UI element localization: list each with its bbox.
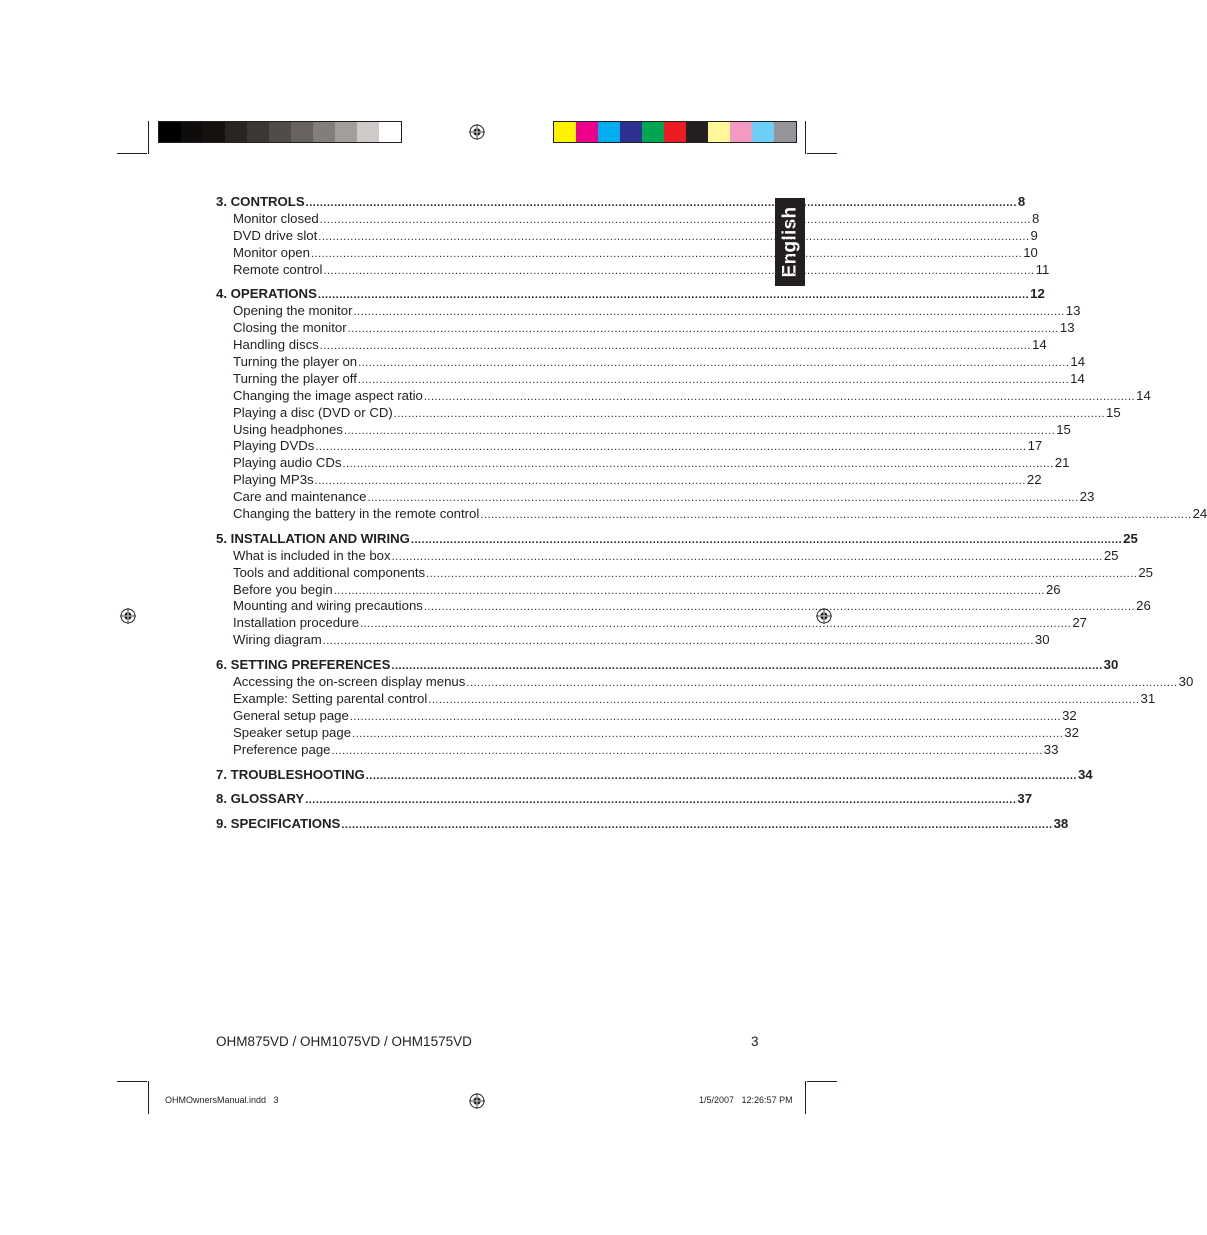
toc-page-number: 14 [1032, 337, 1047, 353]
color-swatch [730, 122, 752, 142]
registration-mark-icon [469, 1093, 485, 1109]
toc-item[interactable] [216, 707, 1077, 725]
toc-page-number: 31 [1140, 690, 1156, 706]
color-swatch [203, 122, 225, 142]
toc-item[interactable] [216, 438, 1043, 455]
toc-page-number: 13 [1059, 320, 1075, 336]
toc-item[interactable] [216, 615, 1087, 632]
toc-entry-title: Using headphones [233, 421, 343, 437]
toc-section-heading[interactable] [216, 766, 1093, 784]
toc-entry-title: Playing DVDs [233, 438, 315, 454]
toc-entry-title: Monitor open [233, 244, 310, 260]
toc-item[interactable] [216, 547, 1119, 565]
toc-page-number: 32 [1064, 724, 1079, 740]
toc-entry-title: General setup page [233, 707, 349, 723]
toc-entry-title: Accessing the on-screen display menus [233, 674, 466, 690]
dot-leader: ........................................................................................................................................................................................................ [352, 727, 1064, 740]
toc-entry-title: Remote control [233, 261, 323, 277]
toc-item[interactable] [216, 244, 1038, 262]
toc-item[interactable] [216, 598, 1151, 615]
toc-entry-title: Opening the monitor [233, 303, 353, 319]
toc-page-number: 26 [1136, 598, 1151, 614]
dot-leader: ........................................................................................................................................................................................................ [318, 230, 1030, 243]
toc-item[interactable] [216, 261, 1050, 279]
color-swatch [774, 122, 796, 142]
toc-item[interactable] [216, 370, 1085, 388]
toc-page-number: 11 [1035, 261, 1050, 277]
crop-mark [807, 153, 837, 154]
color-swatch [335, 122, 357, 142]
toc-section [216, 791, 1033, 808]
toc-item[interactable] [216, 741, 1059, 759]
toc-page-number: 32 [1062, 707, 1077, 723]
crop-mark [148, 1081, 149, 1114]
dot-leader: ........................................................................................................................................................................................................ [466, 677, 1178, 690]
toc-page-number: 30 [1178, 674, 1194, 690]
toc-item[interactable] [216, 387, 1151, 405]
color-swatch [598, 122, 620, 142]
color-swatch [247, 122, 269, 142]
toc-item[interactable] [216, 421, 1071, 439]
dot-leader: ........................................................................................................................................................................................................ [343, 424, 1056, 437]
toc-entry-title: 6. SETTING PREFERENCES [216, 657, 391, 673]
dot-leader: ........................................................................................................................................................................................................ [317, 289, 1030, 302]
toc-section [216, 657, 1194, 758]
dot-leader: ........................................................................................................................................................................................................ [314, 475, 1026, 488]
registration-mark-icon [120, 608, 136, 624]
toc-item[interactable] [216, 227, 1038, 245]
toc-entry-title: Installation procedure [233, 615, 360, 631]
toc-entry-title: Preference page [233, 741, 331, 757]
toc-page-number: 12 [1030, 286, 1045, 302]
dot-leader: ........................................................................................................................................................................................................ [319, 213, 1031, 226]
dot-leader: ........................................................................................................................................................................................................ [423, 601, 1136, 614]
toc-item[interactable] [216, 506, 1207, 523]
toc-page-number: 26 [1045, 581, 1061, 597]
toc-page-number: 8 [1032, 210, 1040, 226]
color-swatch [269, 122, 291, 142]
toc-page-number: 33 [1043, 741, 1059, 757]
toc-section [216, 286, 1207, 522]
toc-entry-title: Turning the player off [233, 370, 357, 386]
color-swatch [664, 122, 686, 142]
toc-entry-title: Playing MP3s [233, 472, 314, 488]
dot-leader: ........................................................................................................................................................................................................ [480, 509, 1192, 522]
crop-mark [807, 1081, 837, 1082]
toc-item[interactable] [216, 564, 1153, 582]
toc-item[interactable] [216, 581, 1061, 599]
toc-page-number: 38 [1053, 816, 1069, 832]
toc-entry-title: Before you begin [233, 581, 333, 597]
slug-timestamp: 1/5/2007 12:26:57 PM [699, 1095, 793, 1105]
color-swatch [620, 122, 642, 142]
toc-page-number: 14 [1070, 354, 1086, 370]
toc-section [216, 766, 1093, 784]
dot-leader: ........................................................................................................................................................................................................ [365, 769, 1077, 782]
dot-leader: ........................................................................................................................................................................................................ [319, 340, 1031, 353]
dot-leader: ........................................................................................................................................................................................................ [341, 819, 1053, 832]
toc-page-number: 37 [1017, 791, 1033, 807]
color-swatch [357, 122, 379, 142]
crop-mark [148, 121, 149, 154]
dot-leader: ........................................................................................................................................................................................................ [342, 458, 1054, 471]
color-swatch [554, 122, 576, 142]
color-swatch [708, 122, 730, 142]
toc-page-number: 25 [1138, 564, 1153, 580]
footer-model-numbers: OHM875VD / OHM1075VD / OHM1575VD [216, 1034, 472, 1049]
toc-page-number: 14 [1136, 387, 1151, 403]
toc-item[interactable] [216, 489, 1095, 506]
toc-entry-title: 3. CONTROLS [216, 194, 305, 209]
toc-item[interactable] [216, 337, 1047, 354]
toc-page-number: 21 [1054, 455, 1070, 471]
toc-page-number: 17 [1027, 438, 1043, 454]
toc-section [216, 816, 1069, 833]
toc-entry-title: 7. TROUBLESHOOTING [216, 766, 365, 782]
crop-mark [117, 153, 147, 154]
toc-page-number: 15 [1056, 421, 1071, 437]
toc-entry-title: 9. SPECIFICATIONS [216, 816, 341, 832]
dot-leader: ........................................................................................................................................................................................................ [323, 264, 1035, 277]
toc-item[interactable] [216, 674, 1194, 691]
toc-page-number: 27 [1072, 615, 1087, 631]
page-number: 3 [751, 1034, 759, 1049]
toc-page-number: 22 [1026, 472, 1042, 488]
dot-leader: ........................................................................................................................................................................................................ [358, 357, 1070, 370]
dot-leader: ........................................................................................................................................................................................................ [347, 323, 1059, 336]
dot-leader: ........................................................................................................................................................................................................ [391, 660, 1103, 673]
toc-entry-title: Care and maintenance [233, 489, 367, 505]
toc-page-number: 13 [1065, 303, 1081, 319]
dot-leader: ........................................................................................................................................................................................................ [367, 492, 1079, 505]
toc-section-heading[interactable] [216, 791, 1033, 808]
toc-entry-title: Changing the image aspect ratio [233, 387, 423, 403]
dot-leader: ........................................................................................................................................................................................................ [360, 618, 1072, 631]
toc-page-number: 34 [1077, 766, 1093, 782]
toc-entry-title: Tools and additional components [233, 564, 426, 580]
toc-page-number: 10 [1023, 244, 1038, 260]
color-swatch [181, 122, 203, 142]
color-swatch [752, 122, 774, 142]
toc-section-heading[interactable] [216, 530, 1138, 548]
toc-item[interactable] [216, 472, 1042, 489]
registration-mark-icon [469, 124, 485, 140]
toc-section-heading[interactable] [216, 816, 1069, 833]
toc-entry-title: What is included in the box [233, 547, 391, 563]
slug-filename: OHMOwnersManual.indd 3 [165, 1095, 279, 1105]
color-swatch [225, 122, 247, 142]
color-swatch [379, 122, 401, 142]
toc-item[interactable] [216, 404, 1121, 422]
toc-section [216, 530, 1153, 649]
toc-entry-title: Monitor closed [233, 210, 319, 226]
dot-leader: ........................................................................................................................................................................................................ [428, 693, 1140, 706]
dot-leader: ........................................................................................................................................................................................................ [423, 390, 1136, 403]
toc-entry-title: 4. OPERATIONS [216, 286, 317, 302]
dot-leader: ........................................................................................................................................................................................................ [305, 794, 1017, 807]
dot-leader: ........................................................................................................................................................................................................ [310, 247, 1023, 260]
toc-item[interactable] [216, 724, 1079, 742]
toc-section-heading[interactable] [216, 657, 1119, 674]
toc-entry-title: Mounting and wiring precautions [233, 598, 423, 614]
toc-entry-title: 8. GLOSSARY [216, 791, 305, 807]
toc-page-number: 23 [1079, 489, 1095, 505]
toc-entry-title: Speaker setup page [233, 724, 352, 740]
toc-item[interactable] [216, 354, 1086, 371]
toc-item[interactable] [216, 632, 1050, 649]
color-swatch [686, 122, 708, 142]
crop-mark [117, 1081, 147, 1082]
toc-page-number: 25 [1123, 530, 1138, 546]
toc-page-number: 30 [1034, 632, 1050, 648]
crop-mark [805, 121, 806, 154]
toc-entry-title: Turning the player on [233, 354, 358, 370]
toc-page-number: 14 [1070, 370, 1085, 386]
dot-leader: ........................................................................................................................................................................................................ [333, 584, 1045, 597]
color-swatch [313, 122, 335, 142]
toc-page-number: 8 [1017, 194, 1026, 209]
dot-leader: ........................................................................................................................................................................................................ [305, 197, 1017, 209]
toc-entry-title: Example: Setting parental control [233, 690, 428, 706]
dot-leader: ........................................................................................................................................................................................................ [426, 567, 1138, 580]
toc-item[interactable] [216, 455, 1070, 472]
toc-item[interactable] [216, 320, 1075, 337]
dot-leader: ........................................................................................................................................................................................................ [322, 635, 1034, 648]
toc-entry-title: Wiring diagram [233, 632, 322, 648]
color-swatch [291, 122, 313, 142]
toc-page-number: 24 [1192, 506, 1207, 522]
dot-leader: ........................................................................................................................................................................................................ [357, 373, 1070, 386]
toc-entry-title: Playing a disc (DVD or CD) [233, 404, 393, 420]
toc-page-number: 25 [1103, 547, 1119, 563]
grayscale-calibration-bar [158, 121, 402, 143]
toc-entry-title: Changing the battery in the remote control [233, 506, 480, 522]
toc-item[interactable] [216, 210, 1040, 228]
dot-leader: ........................................................................................................................................................................................................ [393, 407, 1105, 420]
toc-item[interactable] [216, 303, 1081, 320]
dot-leader: ........................................................................................................................................................................................................ [391, 550, 1103, 563]
toc-entry-title: Closing the monitor [233, 320, 347, 336]
toc-page-number: 30 [1103, 657, 1119, 673]
toc-page-number: 9 [1030, 227, 1038, 243]
crop-mark [805, 1081, 806, 1114]
color-swatch [576, 122, 598, 142]
dot-leader: ........................................................................................................................................................................................................ [315, 441, 1027, 454]
toc-section-heading[interactable] [216, 194, 1026, 211]
language-tab-label: English [779, 206, 800, 278]
toc-entry-title: Handling discs [233, 337, 319, 353]
dot-leader: ........................................................................................................................................................................................................ [349, 710, 1062, 723]
dot-leader: ........................................................................................................................................................................................................ [353, 306, 1065, 319]
dot-leader: ........................................................................................................................................................................................................ [410, 533, 1123, 546]
toc-entry-title: Playing audio CDs [233, 455, 342, 471]
toc-entry-title: 5. INSTALLATION AND WIRING [216, 530, 410, 546]
color-calibration-bar [553, 121, 797, 143]
toc-entry-title: DVD drive slot [233, 227, 318, 243]
toc-item[interactable] [216, 690, 1156, 708]
toc-section-heading[interactable] [216, 286, 1045, 303]
dot-leader: ........................................................................................................................................................................................................ [331, 744, 1043, 757]
color-swatch [642, 122, 664, 142]
color-swatch [159, 122, 181, 142]
toc-page-number: 15 [1106, 404, 1121, 420]
